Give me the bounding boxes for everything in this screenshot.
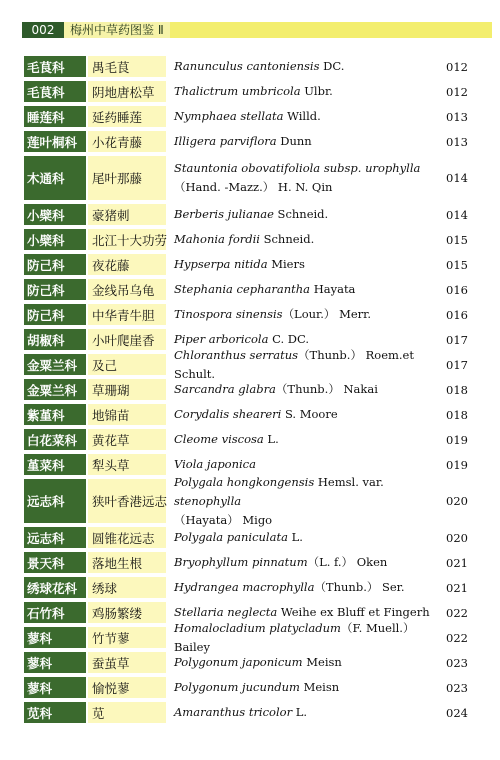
scientific-name <box>166 652 484 673</box>
list-item <box>24 156 484 200</box>
chinese-name: 狭叶香港远志 <box>88 479 166 523</box>
family-name: 毛茛科 <box>24 81 86 102</box>
page-ref: 021 <box>446 580 468 595</box>
species-name: Stephania cepharantha <box>174 282 311 296</box>
chinese-name: 及己 <box>88 354 166 375</box>
page-ref: 023 <box>446 680 468 695</box>
scientific-name <box>166 106 484 127</box>
page-ref: 013 <box>446 109 468 124</box>
authority: L. <box>263 432 279 446</box>
scientific-name-line <box>174 380 444 399</box>
scientific-name-line <box>174 578 444 597</box>
authority: Schneid. <box>273 207 329 221</box>
species-name: Mahonia fordii <box>174 232 260 246</box>
species-name: Nymphaea stellata <box>174 109 284 123</box>
page-ref: 014 <box>446 171 468 185</box>
scientific-name-line <box>174 653 444 672</box>
family-name: 小檗科 <box>24 204 86 225</box>
authority: Schneid. <box>259 232 315 246</box>
authority: S. Moore <box>281 407 338 421</box>
list-item <box>24 620 484 654</box>
list-item <box>24 279 484 300</box>
family-name: 胡椒科 <box>24 329 86 350</box>
species-name: Hydrangea macrophylla <box>174 580 315 594</box>
family-name: 防己科 <box>24 254 86 275</box>
scientific-name <box>166 279 484 300</box>
species-name: Thalictrum umbricola <box>174 84 301 98</box>
page-ref: 012 <box>446 59 468 74</box>
page-ref: 015 <box>446 257 468 272</box>
family-name: 金粟兰科 <box>24 379 86 400</box>
authority: （Thunb.） Roem.et Schult. <box>174 347 414 381</box>
scientific-name <box>166 304 484 325</box>
species-name: Viola japonica <box>174 457 256 471</box>
scientific-name <box>166 81 484 102</box>
authority: L. <box>292 705 308 719</box>
chinese-name: 鸡肠繁缕 <box>88 602 166 623</box>
page-ref: 023 <box>446 655 468 670</box>
header-bar <box>170 22 492 38</box>
family-name: 毛茛科 <box>24 56 86 77</box>
species-name: Tinospora sinensis <box>174 307 283 321</box>
page-ref: 016 <box>446 282 468 297</box>
page-ref: 020 <box>446 494 468 508</box>
family-name: 远志科 <box>24 527 86 548</box>
scientific-name <box>166 620 484 654</box>
species-name: Stellaria neglecta <box>174 605 278 619</box>
scientific-name <box>166 131 484 152</box>
family-name: 木通科 <box>24 156 86 200</box>
family-name: 苋科 <box>24 702 86 723</box>
list-item <box>24 577 484 598</box>
scientific-name-line <box>174 132 444 151</box>
authority: DC. <box>319 59 345 73</box>
scientific-name-line <box>174 159 444 178</box>
species-name: Stauntonia obovatifoliola subsp. urophylla <box>174 161 421 175</box>
scientific-name <box>166 702 484 723</box>
chinese-name: 蚕茧草 <box>88 652 166 673</box>
family-name: 睡莲科 <box>24 106 86 127</box>
authority-2: （Hand. -Mazz.） H. N. Qin <box>174 180 333 194</box>
authority: Hayata <box>310 282 356 296</box>
list-item <box>24 702 484 723</box>
family-name: 堇菜科 <box>24 454 86 475</box>
chinese-name: 竹节蓼 <box>88 627 166 648</box>
family-name: 蓼科 <box>24 652 86 673</box>
scientific-name-line <box>174 255 444 274</box>
scientific-name <box>166 379 484 400</box>
page-ref: 015 <box>446 232 468 247</box>
page-ref: 012 <box>446 84 468 99</box>
list-item <box>24 474 484 527</box>
chinese-name: 夜花藤 <box>88 254 166 275</box>
species-name: Ranunculus cantoniensis <box>174 59 320 73</box>
scientific-name-line <box>174 619 444 657</box>
species-name: Polygala hongkongensis <box>174 474 315 489</box>
scientific-name <box>166 527 484 548</box>
page-ref: 017 <box>446 332 468 347</box>
authority: C. DC. <box>268 332 310 346</box>
list-item <box>24 677 484 698</box>
chinese-name: 尾叶那藤 <box>88 156 166 200</box>
species-name: Polygonum jucundum <box>174 680 300 694</box>
family-name: 防己科 <box>24 304 86 325</box>
chinese-name: 豪猪刺 <box>88 204 166 225</box>
page-ref: 018 <box>446 407 468 422</box>
page-number: 002 <box>22 22 64 38</box>
scientific-name <box>166 229 484 250</box>
authority: Weihe ex Bluff et Fingerh <box>277 605 430 619</box>
authority-2: （Hayata） Migo <box>174 512 273 527</box>
family-name: 紫堇科 <box>24 404 86 425</box>
scientific-name <box>166 204 484 225</box>
list-item <box>24 652 484 673</box>
scientific-name-line <box>174 82 444 101</box>
family-name: 远志科 <box>24 479 86 523</box>
list-item <box>24 81 484 102</box>
family-name: 景天科 <box>24 552 86 573</box>
scientific-name <box>166 677 484 698</box>
family-name: 白花菜科 <box>24 429 86 450</box>
species-name: Polygonum japonicum <box>174 655 303 669</box>
scientific-name-line <box>174 57 444 76</box>
list-item <box>24 56 484 77</box>
chinese-name: 黄花草 <box>88 429 166 450</box>
chinese-name: 苋 <box>88 702 166 723</box>
family-name: 防己科 <box>24 279 86 300</box>
chinese-name: 阴地唐松草 <box>88 81 166 102</box>
authority: Meisn <box>299 680 340 694</box>
authority: Meisn <box>302 655 342 669</box>
scientific-name <box>166 429 484 450</box>
authority: Hemsl. var. <box>314 474 384 489</box>
chinese-name: 绣球 <box>88 577 166 598</box>
authority: （Thunb.） Nakai <box>275 382 378 396</box>
scientific-name-line <box>174 553 444 572</box>
scientific-name <box>166 577 484 598</box>
family-name: 莲叶桐科 <box>24 131 86 152</box>
species-name: Corydalis sheareri <box>174 407 282 421</box>
page-ref: 016 <box>446 307 468 322</box>
chinese-name: 延药睡莲 <box>88 106 166 127</box>
chinese-name: 落地生根 <box>88 552 166 573</box>
species-name: Bryophyllum pinnatum <box>174 555 308 569</box>
chinese-name: 禺毛茛 <box>88 56 166 77</box>
authority: Dunn <box>276 134 312 148</box>
scientific-name <box>166 156 484 200</box>
family-name: 蓼科 <box>24 677 86 698</box>
list-item <box>24 429 484 450</box>
scientific-name-line <box>174 455 444 474</box>
list-item <box>24 229 484 250</box>
species-name: Berberis julianae <box>174 207 274 221</box>
scientific-name-line <box>174 346 444 384</box>
index-list <box>24 56 484 727</box>
scientific-name-line <box>174 107 444 126</box>
page-ref: 020 <box>446 530 468 545</box>
page-header <box>22 22 492 38</box>
page-ref: 017 <box>446 357 468 372</box>
authority: Ulbr. <box>300 84 333 98</box>
scientific-name-line <box>174 205 444 224</box>
scientific-name-line <box>174 703 444 722</box>
list-item <box>24 527 484 548</box>
list-item <box>24 254 484 275</box>
authority: （L. f.） Oken <box>307 555 388 569</box>
list-item <box>24 347 484 381</box>
authority: Willd. <box>283 109 321 123</box>
page-ref: 024 <box>446 705 468 720</box>
scientific-name-line <box>174 473 444 511</box>
chinese-name: 草珊瑚 <box>88 379 166 400</box>
species-name: Sarcandra glabra <box>174 382 276 396</box>
scientific-name-line <box>174 280 444 299</box>
species-name: Polygala paniculata <box>174 530 288 544</box>
chinese-name: 愉悦蓼 <box>88 677 166 698</box>
page-ref: 022 <box>446 630 468 645</box>
authority: （F. Muell.） Bailey <box>174 620 415 654</box>
scientific-name-line <box>174 230 444 249</box>
page-ref: 022 <box>446 605 468 620</box>
scientific-name <box>166 474 484 527</box>
scientific-name-line <box>174 678 444 697</box>
species-name: Piper arboricola <box>174 332 269 346</box>
family-name: 金粟兰科 <box>24 354 86 375</box>
species-name: Homalocladium platycladum <box>174 620 341 635</box>
chinese-name: 地锦苗 <box>88 404 166 425</box>
scientific-name-line <box>174 305 444 324</box>
authority: L. <box>287 530 303 544</box>
species-name: Illigera parviflora <box>174 134 277 148</box>
chinese-name: 圆锥花远志 <box>88 527 166 548</box>
species-name: Cleome viscosa <box>174 432 264 446</box>
list-item <box>24 552 484 573</box>
family-name: 绣球花科 <box>24 577 86 598</box>
scientific-name-line <box>174 405 444 424</box>
scientific-name-line <box>174 528 444 547</box>
chinese-name: 中华青牛胆 <box>88 304 166 325</box>
page-ref: 018 <box>446 382 468 397</box>
species-name: Amaranthus tricolor <box>174 705 293 719</box>
page-ref: 021 <box>446 555 468 570</box>
scientific-name-line-2 <box>174 178 444 197</box>
book-title: 梅州中草药图鉴 Ⅱ <box>64 22 170 38</box>
list-item <box>24 404 484 425</box>
variety-name: stenophylla <box>174 493 242 508</box>
authority: （Lour.） Merr. <box>282 307 372 321</box>
chinese-name: 金线吊乌龟 <box>88 279 166 300</box>
scientific-name <box>166 56 484 77</box>
scientific-name <box>166 404 484 425</box>
scientific-name-line <box>174 430 444 449</box>
chinese-name: 北江十大功劳 <box>88 229 166 250</box>
chinese-name: 小叶爬崖香 <box>88 329 166 350</box>
page-ref: 014 <box>446 207 468 222</box>
family-name: 小檗科 <box>24 229 86 250</box>
species-name: Hypserpa nitida <box>174 257 268 271</box>
authority: （Thunb.） Ser. <box>314 580 405 594</box>
family-name: 石竹科 <box>24 602 86 623</box>
chinese-name: 小花青藤 <box>88 131 166 152</box>
scientific-name <box>166 347 484 381</box>
list-item <box>24 379 484 400</box>
species-name: Chloranthus serratus <box>174 347 299 362</box>
scientific-name <box>166 552 484 573</box>
list-item <box>24 304 484 325</box>
family-name: 蓼科 <box>24 627 86 648</box>
list-item <box>24 106 484 127</box>
list-item <box>24 131 484 152</box>
list-item <box>24 204 484 225</box>
authority: Miers <box>267 257 305 271</box>
page-ref: 013 <box>446 134 468 149</box>
page-ref: 019 <box>446 432 468 447</box>
chinese-name: 犁头草 <box>88 454 166 475</box>
scientific-name <box>166 254 484 275</box>
page-ref: 019 <box>446 457 468 472</box>
